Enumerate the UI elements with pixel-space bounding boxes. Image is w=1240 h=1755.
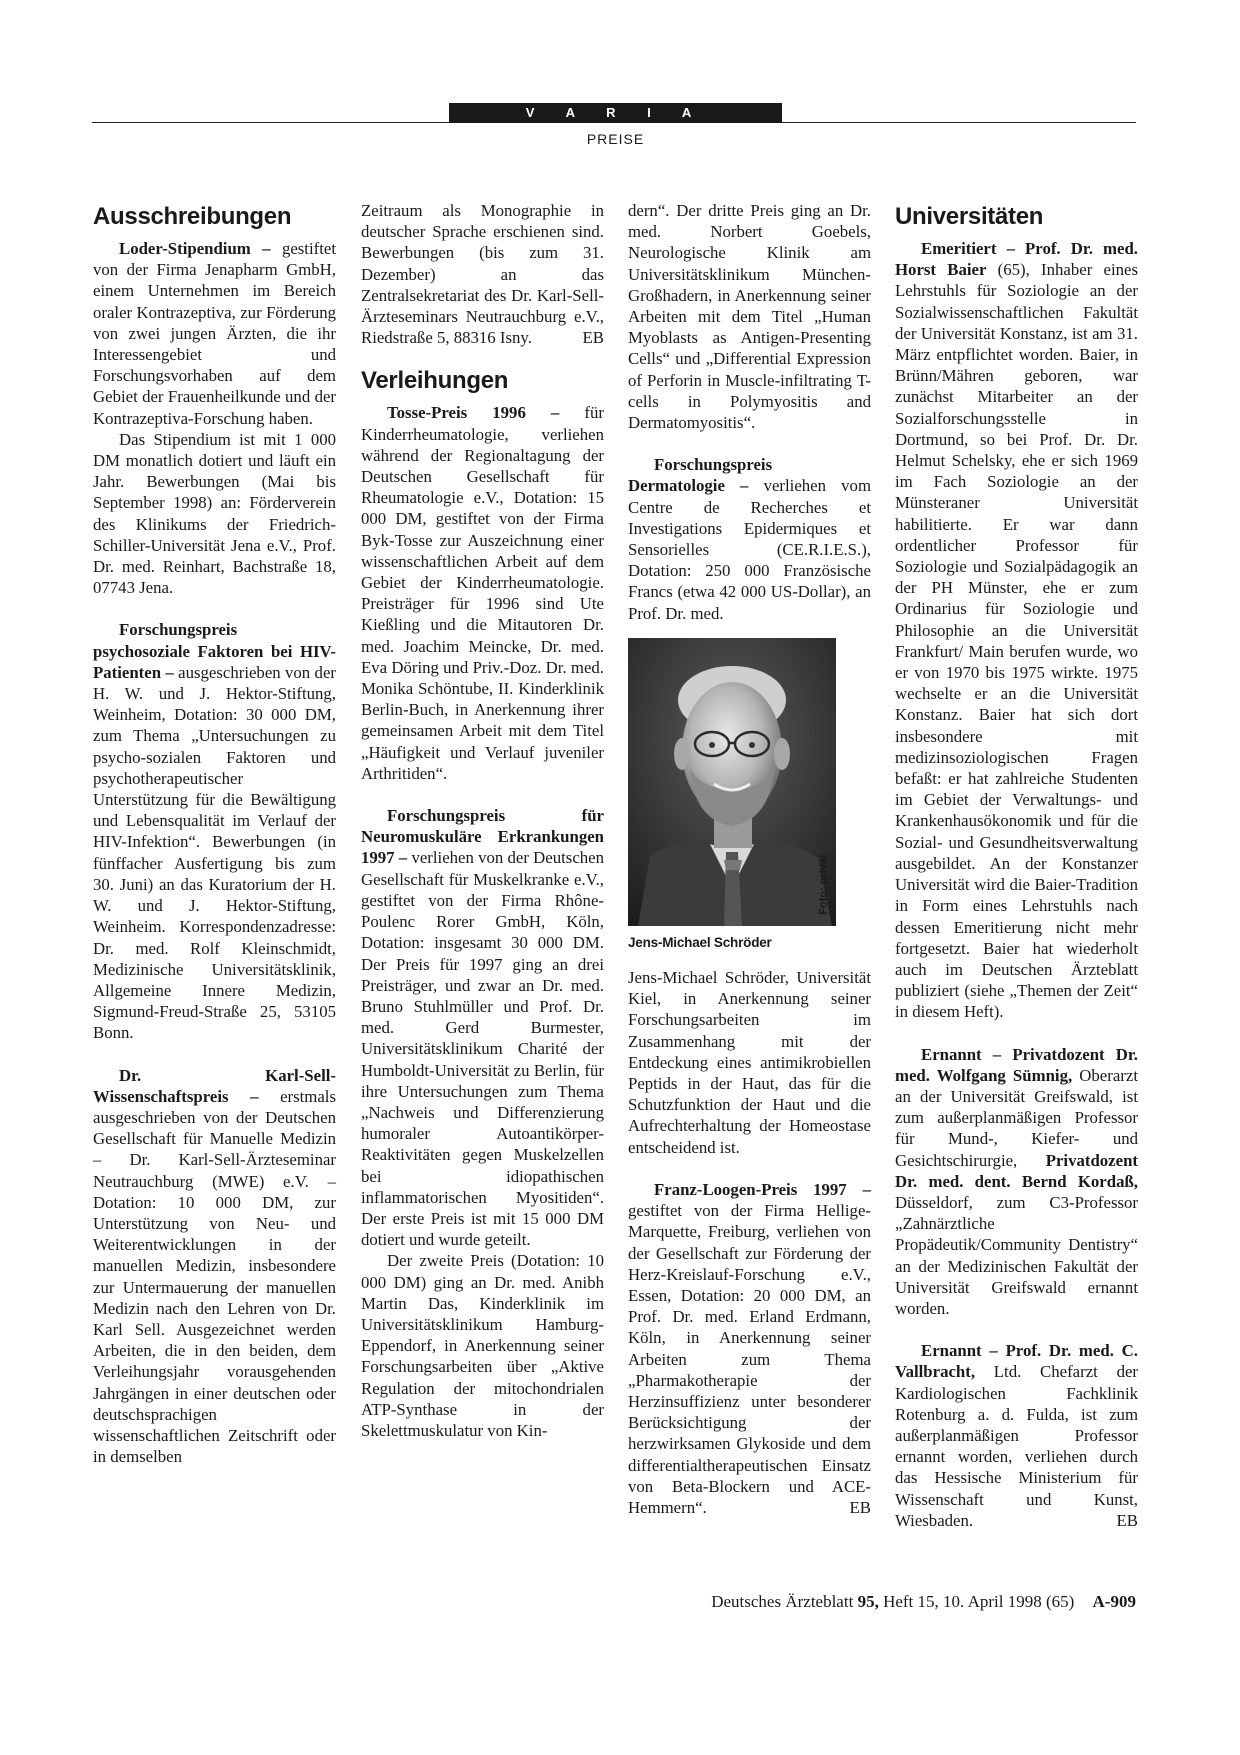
paragraph-text: Zeitraum als Monographie in deutscher Sprache erschienen sind. Bewerbungen (bis zum 31. Dezember) an das Zentralsekretariat des Dr. Karl-Sell-Ärzteseminars Neutrauchburg e.V., Riedstraße 5, 88316 Isny. bbox=[361, 201, 604, 348]
column-4 bbox=[895, 202, 1138, 1531]
portrait-image bbox=[628, 638, 836, 926]
subsection-label: PREISE bbox=[586, 131, 645, 147]
paragraph: dern“. Der dritte Preis ging an Dr. med. Norbert Goebels, Neurologische Klinik am Universitätsklinikum München-Großhadern, in Anerkennung seiner Arbeiten mit dem Titel „Human Myoblasts as Antigen-Presenting Cells“ und „Differential Expression of Perforin in Muscle-infiltrating T-cells in Polymyositis and Dermatomyositis“. bbox=[628, 201, 871, 433]
column-1 bbox=[93, 202, 336, 1467]
heading-universitaeten: Universitäten bbox=[895, 203, 1044, 230]
paragraph-lead: Dr. Karl-Sell-Wissenschaftspreis – bbox=[93, 1065, 336, 1106]
page-footer bbox=[620, 1592, 1136, 1612]
paragraph-text: Oberarzt an der Universität Greifswald, ist zum außerplanmäßigen Professor für Mund-, Kiefer- und Gesichtschirurgie, bbox=[895, 1065, 1138, 1170]
paragraph-text: gestiftet von der Firma Jenapharm GmbH, einem Unternehmen im Bereich oraler Kontrazeptiva, zur Förderung von zwei jungen Ärzten, die ihr Interessengebiet und Forschungsvorhaben auf dem Gebiet der Frauenheilkunde und der Kontrazeptiva-Forschung haben. bbox=[93, 239, 336, 428]
paragraph bbox=[361, 805, 604, 1250]
paragraph-text: (65), Inhaber eines Lehrstuhls für Soziologie an der Sozialwissenschaftlichen Fakultät der Universität Konstanz, ist am 31. März entpflichtet worden. Baier, in Brünn/Mähren geboren, war zunächst Mitarbeiter an der Sozialforschungsstelle in Dortmund, so bei Prof. Dr. Dr. Helmut Schelsky, ehe er sich 1969 im Fach Soziologie an der Münsteraner Universität habilitierte. Er war dann ordentlicher Professor für Soziologie und Sozialpädagogik an der PH Münster, ehe er zum Ordinarius für Soziologie und Philosophie an die Universität Frankfurt/ Main berufen wurde, wo er von 1970 bis 1975 wirkte. 1975 wechselte er an die Universität Konstanz. Baier hat sich dort insbesondere mit medizinsoziologischen Fragen befaßt: er hat zahlreiche Studenten im Gebiet der Verwaltungs- und Krankenhausökonomik und für die Sozial- und Gesundheitsverwaltung ausgebildet. An der Konstanzer Universität wird die Baier-Tradition in Form eines Lehrstuhls nach dessen Emeritierung nicht mehr fortgesetzt. Baier hat wiederholt auch im Deutschen Ärzteblatt publiziert (siehe „Themen der Zeit“ in diesem Heft). bbox=[895, 260, 1138, 1022]
paragraph-lead: Ernannt – Privatdozent Dr. med. Wolfgang Sümnig, bbox=[895, 1044, 1138, 1085]
journal-issue: Heft 15, 10. April 1998 (65) bbox=[883, 1592, 1075, 1611]
paragraph bbox=[361, 402, 604, 784]
paragraph bbox=[628, 454, 871, 624]
photo-caption: Jens-Michael Schröder bbox=[628, 934, 772, 950]
paragraph-lead: Loder-Stipendium – bbox=[119, 239, 271, 258]
paragraph-text: verliehen vom Centre de Recherches et Investigations Epidermiques et Sensorielles (CE.R.I.E.S.), Dotation: 250 000 Französische Francs (etwa 42 000 US-Dollar), an Prof. Dr. med. bbox=[628, 476, 871, 623]
section-banner: V A R I A bbox=[449, 103, 782, 123]
paragraph-lead: Privatdozent Dr. med. dent. Bernd Kordaß, bbox=[895, 1150, 1138, 1191]
paragraph-lead: Forschungspreis psychosoziale Faktoren bei HIV-Patienten – bbox=[93, 620, 336, 682]
paragraph-text: Düsseldorf, zum C3-Professor „Zahnärztliche Propädeutik/Community Dentistry“ an der Medizinischen Fakultät der Universität Greifswald ernannt worden. bbox=[895, 1192, 1138, 1318]
paragraph bbox=[895, 238, 1138, 1023]
paragraph-lead: Tosse-Preis 1996 – bbox=[387, 403, 560, 423]
page-number: A-909 bbox=[1092, 1592, 1136, 1611]
paragraph bbox=[93, 619, 336, 1043]
author-signature: EB bbox=[1116, 1510, 1138, 1530]
portrait-photo bbox=[628, 638, 836, 926]
paragraph bbox=[93, 238, 336, 429]
paragraph-text: verliehen von der Deutschen Gesellschaft für Muskelkranke e.V., gestiftet von der Firma Rhône-Poulenc Rorer GmbH, Köln, Dotation: insgesamt 30 000 DM. Der Preis für 1997 ging an drei Preisträger, und zwar an Dr. med. Bruno Stuhlmüller und Prof. Dr. med. Gerd Burmester, Universitätsklinikum Charité der Humboldt-Universität zu Berlin, für ihre Untersuchungen zum Thema „Nachweis und Differenzierung humoraler Autoantikörper-Reaktivitäten gegen Muskelzellen bei idiopathischen inflammatorischen Myositiden“. Der erste Preis ist mit 15 000 DM dotiert und wurde geteilt. bbox=[361, 848, 605, 1250]
paragraph: Jens-Michael Schröder, Universität Kiel, in Anerkennung seiner Forschungsarbeiten im Zusammenhang mit der Entdeckung eines antimikrobiellen Peptids in der Haut, das für die Schutzfunktion der Haut und die Aufrechterhaltung der Homeostase entscheidend ist. bbox=[628, 968, 871, 1157]
journal-volume: 95, bbox=[857, 1592, 879, 1611]
paragraph-text: für Kinderrheumatologie, verliehen während der Regionaltagung der Deutschen Gesellschaft für Rheumatologie e.V., Dotation: 15 000 DM, gestiftet von der Firma Byk-Tosse zur Auszeichnung einer wissenschaftlichen Arbeit auf dem Gebiet der Kinderrheumatologie. Preisträger für 1996 sind Ute Kießling und die Mitautoren Dr. med. Joachim Meincke, Dr. med. Eva Döring und Priv.-Doz. Dr. med. Monika Schöntube, II. Kinderklinik Berlin-Buch, in Anerkennung ihrer gemeinsamen Arbeit mit dem Titel „Häufigkeit und Verlauf juveniler Arthritiden“. bbox=[361, 403, 604, 783]
paragraph-text: gestiftet von der Firma Hellige-Marquette, Freiburg, verliehen von der Gesellschaft zur Förderung der Herz-Kreislauf-Forschung e.V., Essen, Dotation: 20 000 DM, an Prof. Dr. med. Erland Erdmann, Köln, in Anerkennung seiner Arbeiten zum Thema „Pharmakotherapie der Herzinsuffizienz unter besonderer Berücksichtigung der herzwirksamen Glykoside und dem differentialtherapeutischen Einsatz von Beta-Blockern und ACE-Hemmern“. bbox=[628, 1201, 871, 1517]
column-3 bbox=[628, 200, 871, 1518]
paragraph bbox=[895, 1044, 1138, 1320]
paragraph-text: erstmals ausgeschrieben von der Deutschen Gesellschaft für Manuelle Medizin – Dr. Karl-Sell-Ärzteseminar Neutrauchburg (MWE) e.V. – Dotation: 10 000 DM, zur Unterstützung von Neu- und Weiterentwicklungen in der manuellen Medizin, insbesondere zur Untermauerung der manuellen Medizin nach den Lehren von Dr. Karl Sell. Ausgezeichnet werden Arbeiten, die in den beiden, dem Verleihungsjahr vorausgehenden Jahrgängen in einer deutschen oder deutschsprachigen wissenschaftlichen Zeitschrift oder in demselben bbox=[93, 1086, 336, 1467]
author-signature: EB bbox=[849, 1497, 871, 1517]
heading-ausschreibungen: Ausschreibungen bbox=[93, 203, 292, 230]
portrait-figure bbox=[628, 638, 848, 953]
paragraph bbox=[93, 1065, 336, 1468]
author-signature: EB bbox=[582, 328, 604, 348]
paragraph bbox=[361, 200, 604, 348]
paragraph-lead: Emeritiert – Prof. Dr. med. Horst Baier bbox=[895, 239, 1138, 280]
paragraph-text: ausgeschrieben von der H. W. und J. Hektor-Stiftung, Weinheim, Dotation: 30 000 DM, zum Thema „Untersuchungen zu psycho-sozialen Faktoren und psychotherapeutischer Unterstützung für die Bewältigung und Lebensqualität im Verlauf der HIV-Infektion“. Bewerbungen (in fünffacher Ausfertigung bis zum 30. Juni) an das Kuratorium der H. W. und J. Hektor-Stiftung, Weinheim. Korrespondenzadresse: Dr. med. Rolf Kleinschmidt, Medizinische Universitätsklinik, Allgemeine Innere Medizin, Sigmund-Freud-Straße 25, 53105 Bonn. bbox=[93, 662, 336, 1043]
photo-credit: Foto: privat bbox=[817, 854, 830, 915]
paragraph-lead: Forschungspreis Dermatologie – bbox=[628, 455, 773, 496]
paragraph: Das Stipendium ist mit 1 000 DM monatlich dotiert und läuft ein Jahr. Bewerbungen (Mai bis September 1998) an: Förderverein des Klinikums der Friedrich-Schiller-Universität Jena e.V., Prof. Dr. med. Reinhart, Bachstraße 18, 07743 Jena. bbox=[93, 429, 336, 598]
paragraph-lead: Ernannt – Prof. Dr. med. C. Vallbracht, bbox=[895, 1341, 1138, 1382]
heading-verleihungen: Verleihungen bbox=[361, 367, 509, 395]
journal-name: Deutsches Ärzteblatt bbox=[711, 1592, 854, 1611]
paragraph-lead: Forschungspreis für Neuromuskuläre Erkrankungen 1997 – bbox=[361, 806, 604, 868]
paragraph bbox=[628, 1179, 871, 1518]
column-2 bbox=[361, 200, 604, 1441]
paragraph bbox=[895, 1340, 1138, 1531]
paragraph-lead: Franz-Loogen-Preis 1997 – bbox=[654, 1179, 871, 1199]
paragraph: Der zweite Preis (Dotation: 10 000 DM) ging an Dr. med. Anibh Martin Das, Kinderklinik im Universitätsklinikum Hamburg-Eppendorf, in Anerkennung seiner Forschungsarbeiten über „Aktive Regulation der mitochondrialen ATP-Synthase in der Skelettmuskulatur von Kin- bbox=[361, 1251, 604, 1440]
paragraph-text: Ltd. Chefarzt der Kardiologischen Fachklinik Rotenburg a. d. Fulda, ist zum außerplanmäßigen Professor ernannt worden, verliehen durch das Hessische Ministerium für Wissenschaft und Kunst, Wiesbaden. bbox=[895, 1362, 1138, 1530]
